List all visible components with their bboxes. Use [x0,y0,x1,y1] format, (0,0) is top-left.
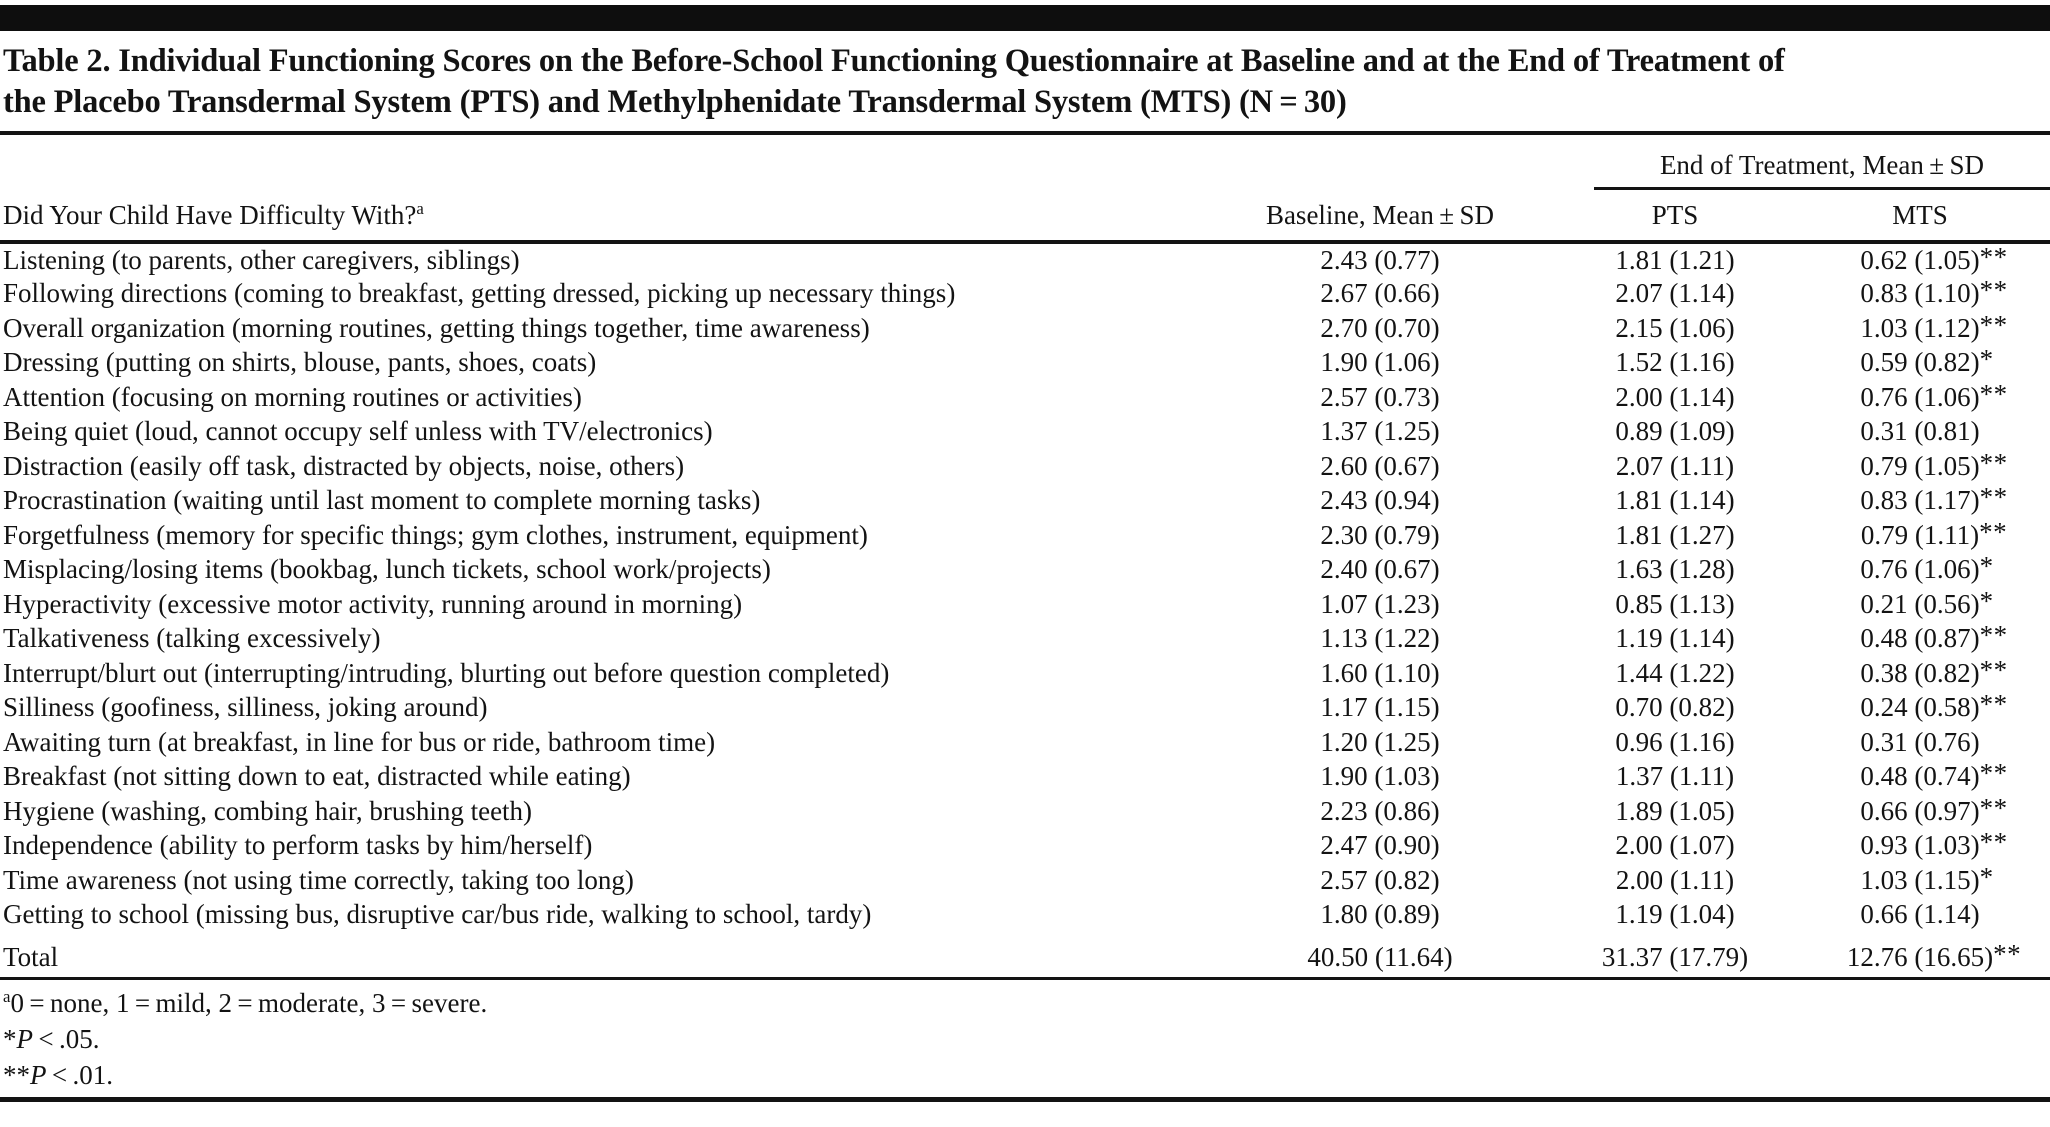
significance-marker: ** [1979,275,2008,306]
mts-value-wrap [1860,275,2008,309]
mts-cell [1790,415,2050,450]
mts-value: 0.79 (1.05) [1860,450,1980,481]
pts-cell: 1.19 (1.14) [1615,623,1735,654]
pts-cell: 31.37 (17.79) [1601,942,1749,972]
significance-marker: ** [1979,447,2008,478]
baseline-cell: 2.43 (0.94) [1320,485,1440,516]
table-row [0,277,2050,312]
pts-cell: 1.52 (1.16) [1615,347,1735,378]
table-row [0,863,2050,898]
pts-cell: 1.37 (1.11) [1615,761,1735,792]
mts-value: 12.76 (16.65) [1846,942,1994,972]
significance-marker: ** [1979,827,2008,858]
table-row [0,242,2050,277]
baseline-cell: 1.13 (1.22) [1320,623,1440,654]
table-title-line1: Table 2. Individual Functioning Scores on the Before-School Functioning Questionnaire at Baseline and at the End of Treatment of [3,43,1785,79]
footnote-p01-text: < .01. [46,1060,114,1090]
table-row [0,346,2050,381]
baseline-cell: 1.90 (1.06) [1320,347,1440,378]
row-label: Time awareness (not using time correctly, taking too long) [3,864,634,895]
baseline-cell: 2.30 (0.79) [1320,519,1440,550]
mts-value: 0.48 (0.87) [1860,623,1980,654]
mts-cell [1790,380,2050,415]
baseline-cell: 2.40 (0.67) [1320,554,1440,585]
mts-value: 0.66 (1.14) [1860,899,1980,930]
mts-value: 0.62 (1.05) [1860,244,1980,275]
mts-cell [1790,656,2050,691]
mts-value: 0.59 (0.82) [1860,347,1980,378]
mts-cell [1790,863,2050,898]
table-row [0,760,2050,795]
mts-cell [1790,277,2050,312]
footnote-p05 [3,1021,2050,1057]
row-label: Being quiet (loud, cannot occupy self unless with TV/electronics) [3,416,713,447]
table-row [0,829,2050,864]
column-header-row [0,190,2050,242]
significance-marker: ** [1979,758,2008,789]
mts-cell [1790,242,2050,277]
baseline-cell: 1.07 (1.23) [1320,588,1440,619]
row-label: Procrastination (waiting until last moment to complete morning tasks) [3,485,761,516]
mts-value-wrap [1860,827,2008,861]
footnote-p01-marker: ** [3,1060,30,1090]
mts-value: 0.21 (0.56) [1860,588,1980,619]
mts-value-wrap [1860,516,2008,551]
baseline-cell: 2.57 (0.82) [1320,864,1440,895]
footnote-p05-marker: * [3,1024,17,1054]
row-label: Interrupt/blurt out (interrupting/intruding, blurting out before question completed) [3,657,890,688]
row-label: Awaiting turn (at breakfast, in line for bus or ride, bathroom time) [3,726,716,757]
significance-marker: ** [1979,620,2008,651]
pts-cell: 0.89 (1.09) [1615,416,1735,447]
table-title-line2: the Placebo Transdermal System (PTS) and Methylphenidate Transdermal System (MTS) (N = 30) [3,84,1347,120]
mts-value: 0.31 (0.81) [1860,416,1980,447]
end-of-treatment-header-cell [1560,135,2050,190]
row-label: Breakfast (not sitting down to eat, distracted while eating) [3,761,631,792]
pts-cell: 1.63 (1.28) [1615,554,1735,585]
row-label: Total [3,942,59,972]
baseline-cell: 1.17 (1.15) [1320,692,1440,723]
mts-value: 1.03 (1.15) [1860,864,1980,895]
stub-header-text: Did Your Child Have Difficulty With? [3,200,417,230]
baseline-cell: 2.70 (0.70) [1320,312,1440,343]
mts-value-wrap [1860,585,1994,620]
row-label: Talkativeness (talking excessively) [3,623,381,654]
table-row [0,449,2050,484]
mts-value: 0.66 (0.97) [1860,795,1980,826]
baseline-cell: 2.60 (0.67) [1320,450,1440,481]
mts-value: 0.93 (1.03) [1860,830,1980,861]
stub-column-header [0,190,1200,242]
table-row [0,553,2050,588]
baseline-cell: 2.23 (0.86) [1320,795,1440,826]
significance-marker: ** [1993,939,2022,969]
mts-cell [1790,794,2050,829]
pts-cell: 1.19 (1.04) [1615,899,1735,930]
pts-cell: 1.81 (1.21) [1615,244,1735,275]
table-row [0,622,2050,657]
mts-value-wrap [1860,899,1979,930]
footnote-p01 [3,1057,2050,1093]
significance-marker: ** [1979,309,2008,340]
table-row [0,587,2050,622]
table-row [0,691,2050,726]
mts-cell [1790,622,2050,657]
spanner-header-row [0,135,2050,190]
mts-value-wrap [1860,861,1994,896]
mts-value: 0.31 (0.76) [1860,726,1980,757]
significance-marker: * [1979,861,1994,892]
table-row [0,898,2050,933]
mts-value: 0.76 (1.06) [1860,381,1980,412]
table-row [0,725,2050,760]
pts-cell: 1.89 (1.05) [1615,795,1735,826]
pts-cell: 1.81 (1.14) [1615,485,1735,516]
mts-value-wrap [1860,792,2008,827]
mts-cell [1790,725,2050,760]
mts-cell [1790,553,2050,588]
pts-cell: 2.00 (1.07) [1615,830,1735,861]
footnote-scale-marker: a [3,987,11,1006]
functioning-scores-table [0,135,2050,975]
mts-value: 0.48 (0.74) [1860,761,1980,792]
mts-cell [1790,760,2050,795]
mts-value: 1.03 (1.12) [1860,312,1980,343]
mts-value-wrap [1860,416,1979,447]
mts-value-wrap [1860,689,2008,723]
pts-cell: 2.07 (1.14) [1615,278,1735,309]
mts-value-wrap [1860,758,2008,792]
baseline-cell: 1.20 (1.25) [1320,726,1440,757]
pts-column-header: PTS [1560,190,1790,242]
significance-marker: * [1979,551,1994,582]
pts-cell: 0.96 (1.16) [1615,726,1735,757]
top-rule-bar [0,5,2050,31]
mts-value-wrap [1860,551,1994,585]
mts-cell [1790,346,2050,381]
footnote-p05-text: < .05. [33,1024,100,1054]
pts-cell: 2.07 (1.11) [1615,450,1735,481]
table-row [0,380,2050,415]
table-row [0,484,2050,519]
pts-cell: 0.85 (1.13) [1615,588,1735,619]
baseline-cell: 1.37 (1.25) [1320,416,1440,447]
mts-value-wrap [1860,620,2008,654]
row-label: Silliness (goofiness, silliness, joking around) [3,692,488,723]
row-label: Misplacing/losing items (bookbag, lunch tickets, school work/projects) [3,554,771,585]
table-row [0,932,2050,975]
table-body [0,242,2050,975]
mts-value-wrap [1860,727,1979,758]
table-row [0,656,2050,691]
footnote-scale-text: 0 = none, 1 = mild, 2 = moderate, 3 = severe. [10,988,488,1018]
significance-marker: ** [1979,378,2008,409]
row-label: Distraction (easily off task, distracted by objects, noise, others) [3,450,685,481]
footnote-p05-p: P [16,1024,33,1054]
table-row [0,415,2050,450]
row-label: Getting to school (missing bus, disruptive car/bus ride, walking to school, tardy) [3,899,872,930]
significance-marker: ** [1979,792,2008,823]
mts-cell [1790,449,2050,484]
pts-cell: 2.00 (1.11) [1615,864,1735,895]
significance-marker: * [1979,344,1994,375]
pts-cell: 1.44 (1.22) [1615,657,1735,688]
mts-cell [1790,829,2050,864]
baseline-cell: 2.43 (0.77) [1320,244,1440,275]
row-label: Listening (to parents, other caregivers, siblings) [3,244,520,275]
baseline-cell: 1.80 (0.89) [1320,899,1440,930]
mts-value: 0.79 (1.11) [1860,519,1980,550]
table-row [0,518,2050,553]
row-label: Dressing (putting on shirts, blouse, pants, shoes, coats) [3,347,597,378]
mts-value-wrap [1860,654,2008,689]
pts-cell: 2.00 (1.14) [1615,381,1735,412]
mts-column-header: MTS [1790,190,2050,242]
footnote-p01-p: P [30,1060,47,1090]
row-label: Attention (focusing on morning routines or activities) [3,381,582,412]
table-row [0,311,2050,346]
pts-cell: 1.81 (1.27) [1615,519,1735,550]
mts-value: 0.76 (1.06) [1860,554,1980,585]
mts-value-wrap [1860,309,2008,344]
bottom-rule [0,1097,2050,1102]
mts-value-wrap [1860,378,2008,413]
mts-cell [1790,311,2050,346]
row-label: Hyperactivity (excessive motor activity, running around in morning) [3,588,743,619]
significance-marker: ** [1979,241,2008,272]
mts-cell [1790,518,2050,553]
end-of-treatment-header: End of Treatment, Mean ± SD [1594,150,2050,190]
mts-value: 0.83 (1.17) [1860,485,1980,516]
baseline-column-header: Baseline, Mean ± SD [1200,190,1560,242]
mts-value-wrap [1860,447,2008,482]
significance-marker: ** [1979,689,2008,720]
table-header [0,135,2050,242]
stub-header-footnote-marker: a [416,199,424,218]
baseline-cell: 2.57 (0.73) [1320,381,1440,412]
table-title [3,41,2050,123]
row-label: Hygiene (washing, combing hair, brushing teeth) [3,795,533,826]
spanner-spacer [0,135,1560,190]
baseline-cell: 2.67 (0.66) [1320,278,1440,309]
significance-marker: ** [1979,654,2008,685]
mts-value-wrap [1860,241,2008,276]
significance-marker: * [1979,585,1994,616]
mts-cell [1790,691,2050,726]
mts-value-wrap [1860,482,2008,516]
mts-cell [1790,898,2050,933]
baseline-cell: 2.47 (0.90) [1320,830,1440,861]
row-label: Forgetfulness (memory for specific things; gym clothes, instrument, equipment) [3,519,868,550]
mts-value-wrap [1860,344,1994,378]
baseline-cell: 1.90 (1.03) [1320,761,1440,792]
mts-value-wrap [1846,939,2022,973]
baseline-cell: 40.50 (11.64) [1307,942,1453,972]
row-label: Overall organization (morning routines, getting things together, time awareness) [3,312,870,343]
table-row [0,794,2050,829]
mts-cell [1790,587,2050,622]
pts-cell: 2.15 (1.06) [1615,312,1735,343]
row-label: Independence (ability to perform tasks by him/herself) [3,830,593,861]
mts-value: 0.24 (0.58) [1860,692,1980,723]
mts-value: 0.38 (0.82) [1860,657,1980,688]
footnotes [0,980,2050,1093]
footnote-scale [3,985,2050,1021]
row-label: Following directions (coming to breakfast, getting dressed, picking up necessary things) [3,278,956,309]
significance-marker: ** [1979,516,2008,547]
baseline-cell: 1.60 (1.10) [1320,657,1440,688]
significance-marker: ** [1979,482,2008,513]
mts-value: 0.83 (1.10) [1860,278,1980,309]
pts-cell: 0.70 (0.82) [1615,692,1735,723]
mts-cell [1790,932,2050,975]
mts-cell [1790,484,2050,519]
